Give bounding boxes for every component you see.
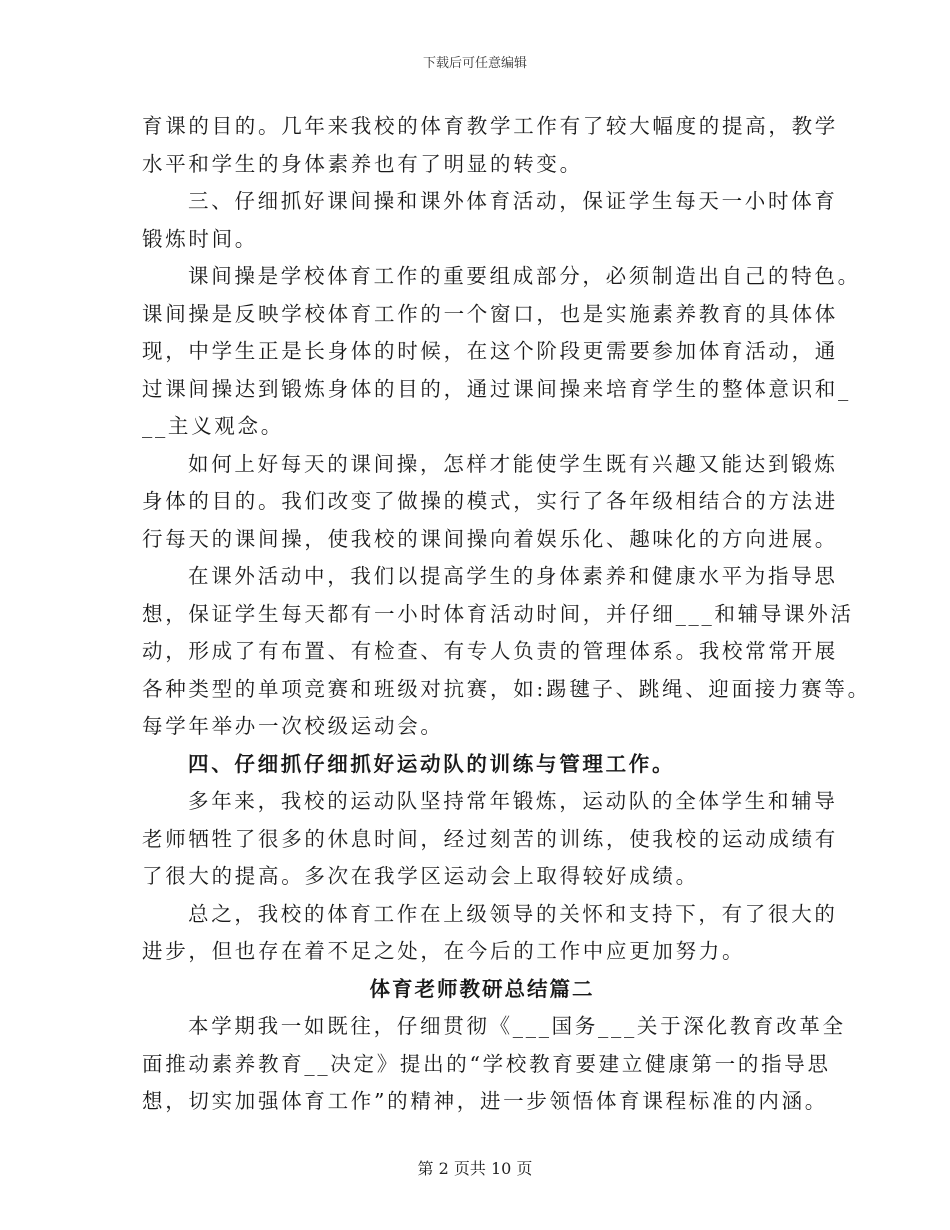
text-line: 多年来，我校的运动队坚持常年锻炼，运动队的全体学生和辅导 [188,789,838,813]
text-line: 现，中学生正是长身体的时候，在这个阶段更需要参加体育活动，通 [142,339,838,363]
text-line: 育课的目的。几年来我校的体育教学工作有了较大幅度的提高，教学 [142,114,838,138]
page-header-note: 下载后可任意编辑 [422,56,527,71]
text-line: 锻炼时间。 [142,226,258,251]
text-line: __主义观念。 [142,414,284,438]
section-heading: 体育老师教研总结篇二 [369,976,595,1001]
text-line: 每学年举办一次校级运动会。 [142,714,444,738]
subsection-heading: 四、仔细抓仔细抓好运动队的训练与管理工作。 [188,751,676,776]
text-line: 各种类型的单项竞赛和班级对抗赛，如:踢毽子、跳绳、迎面接力赛等。 [142,676,871,701]
text-line: 在课外活动中，我们以提高学生的身体素养和健康水平为指导思 [188,564,838,588]
text-line: 老师牺牲了很多的休息时间，经过刻苦的训练，使我校的运动成绩有 [142,826,838,851]
document-body [142,108,871,1121]
text-line: 水平和学生的身体素养也有了明显的转变。 [142,151,583,176]
text-line: 过课间操达到锻炼身体的目的，通过课间操来培育学生的整体意识和_ [142,376,851,401]
text-line: 行每天的课间操，使我校的课间操向着娱乐化、趣味化的方向进展。 [142,526,838,551]
text-line: 总之，我校的体育工作在上级领导的关怀和支持下，有了很大的 [188,901,838,926]
text-line: 了很大的提高。多次在我学区运动会上取得较好成绩。 [142,864,699,888]
text-line: 身体的目的。我们改变了做操的模式，实行了各年级相结合的方法进 [142,489,838,513]
text-line: 课间操是反映学校体育工作的一个窗口，也是实施素养教育的具体体 [142,301,838,326]
text-line: 想，保证学生每天都有一小时体育活动时间，并仔细___和辅导课外活 [142,601,854,626]
text-line: 面推动素养教育__决定》提出的“学校教育要建立健康第一的指导思 [142,1051,831,1076]
text-line: 进步，但也存在着不足之处，在今后的工作中应更加努力。 [142,939,746,963]
text-line: 如何上好每天的课间操，怎样才能使学生既有兴趣又能达到锻炼 [188,451,838,476]
page-number: 第 2 页共 10 页 [417,1159,533,1178]
text-line: 动，形成了有布置、有检查、有专人负责的管理体系。我校常常开展 [142,639,838,663]
text-line: 三、仔细抓好课间操和课外体育活动，保证学生每天一小时体育 [188,189,838,213]
text-line: 课间操是学校体育工作的重要组成部分，必须制造出自己的特色。 [188,264,861,288]
text-line: 想，切实加强体育工作”的精神，进一步领悟体育课程标准的内涵。 [142,1089,828,1113]
text-line: 本学期我一如既往，仔细贯彻《___国务___关于深化教育改革全 [188,1014,846,1038]
